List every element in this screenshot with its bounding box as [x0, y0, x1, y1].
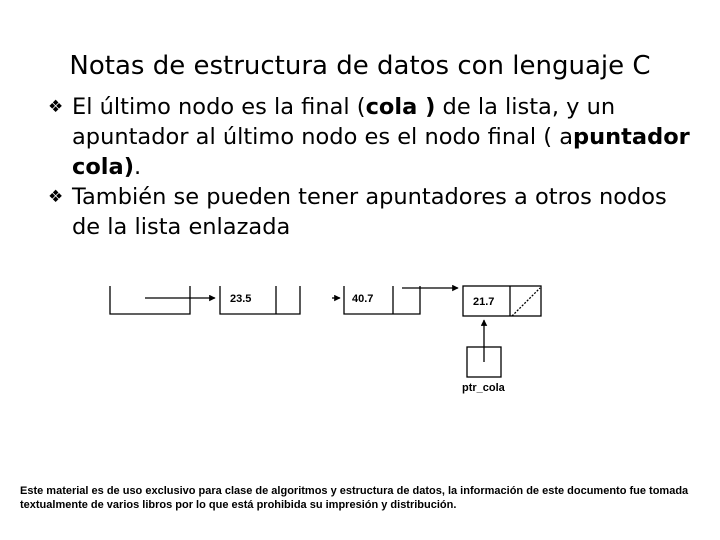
pointer-label: ptr_cola	[462, 382, 505, 394]
node-value-label: 40.7	[352, 293, 374, 305]
diamond-bullet-icon: ❖	[48, 187, 64, 207]
bullet-text: .	[133, 154, 142, 180]
diamond-bullet-icon: ❖	[48, 97, 64, 117]
bullet-text: También se pueden tener apuntadores a otros nodos de la lista enlazada	[72, 184, 667, 240]
node-value-label: 23.5	[230, 293, 252, 305]
bullet-text: de la lista, y un apuntador al último nodo es el nodo final ( a	[72, 94, 616, 150]
footer-disclaimer: Este material es de uso exclusivo para clase de algoritmos y estructura de datos, la información de este documento fue tomada textualmente de varios libros por lo que está prohibida su impresión y distribución.	[20, 485, 689, 511]
null-pointer-diagonal	[512, 288, 540, 316]
bullet-text: El último nodo es la final (	[72, 94, 366, 120]
node-value-label: 21.7	[473, 296, 495, 308]
bullet-text-bold: cola )	[365, 94, 436, 120]
bullet-text-bold: puntador cola)	[72, 124, 690, 180]
slide-title: Notas de estructura de datos con lenguaje C	[69, 51, 651, 81]
node-box-partial	[110, 286, 190, 314]
